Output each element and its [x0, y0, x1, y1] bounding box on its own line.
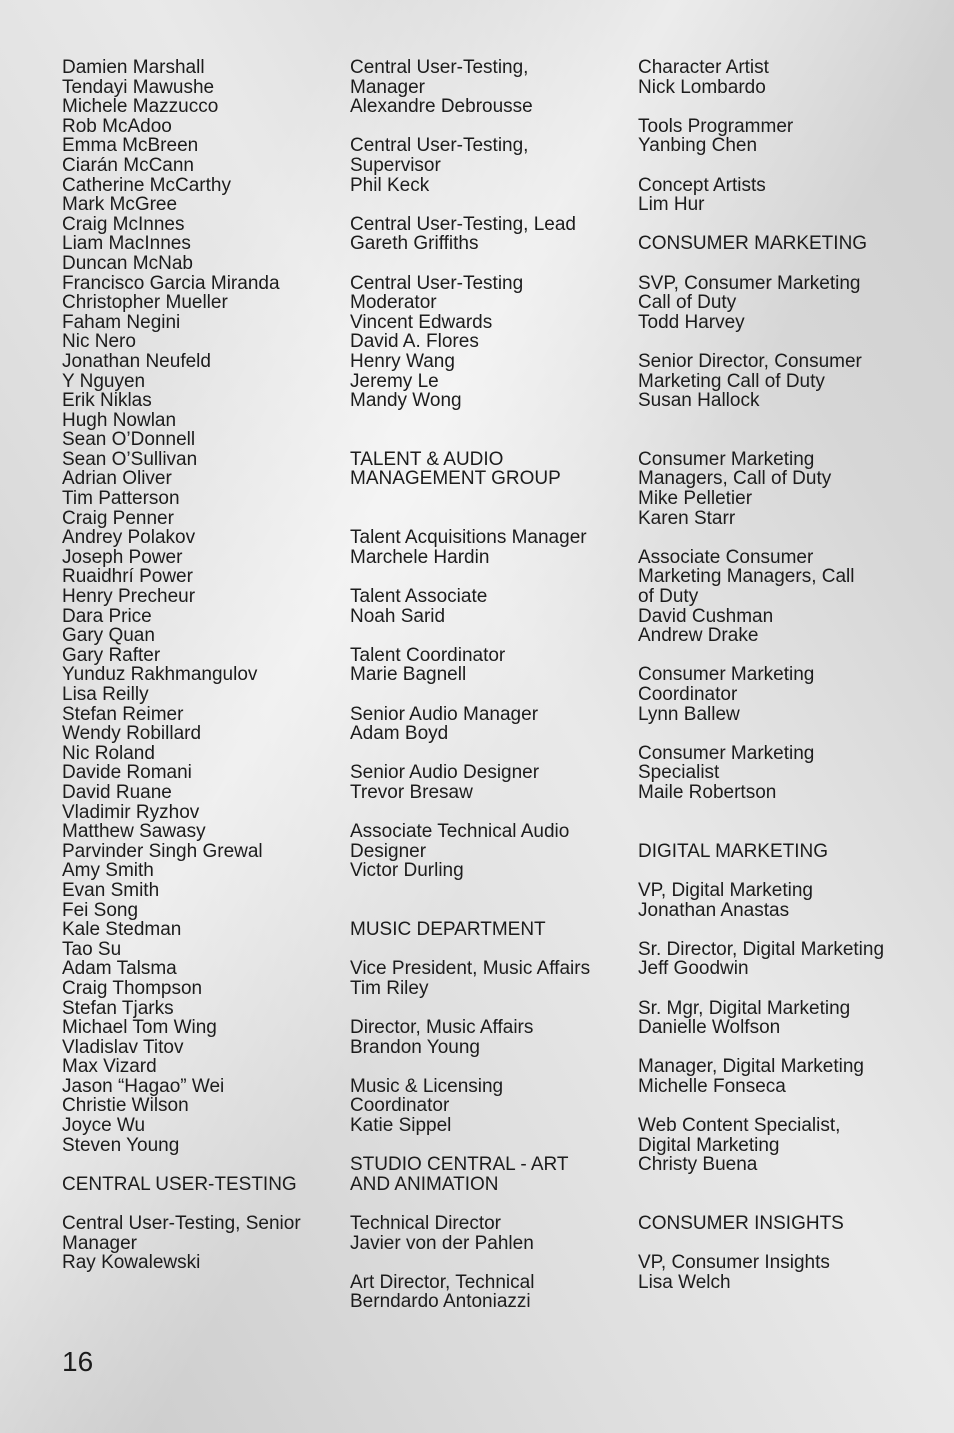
credit-line: Nic Roland [62, 742, 155, 764]
spacer [350, 803, 620, 823]
credit-line: Matthew Sawasy [62, 821, 206, 843]
credit-line: Director, Music Affairs [350, 1017, 534, 1039]
credit-line: Central User-Testing, Lead [350, 213, 576, 235]
credit-line: Jeff Goodwin [638, 958, 749, 980]
credits-column-3 [638, 58, 928, 1292]
spacer [350, 901, 620, 921]
credit-line: Jonathan Anastas [638, 899, 790, 921]
credit-line: MANAGEMENT GROUP [350, 468, 561, 490]
credit-line: Central User-Testing, Senior [62, 1213, 301, 1235]
credit-line: Tools Programmer [638, 115, 794, 137]
credit-line: DIGITAL MARKETING [638, 840, 829, 862]
credit-line: Andrew Drake [638, 625, 759, 647]
credit-line: Christopher Mueller [62, 292, 228, 314]
credit-line: Hugh Nowlan [62, 409, 177, 431]
spacer [350, 195, 620, 215]
credit-line: Catherine McCarthy [62, 174, 231, 196]
credit-line: Yanbing Chen [638, 135, 758, 157]
credit-line: Designer [350, 840, 427, 862]
spacer [638, 822, 928, 842]
credit-line: Adrian Oliver [62, 468, 172, 490]
spacer [350, 254, 620, 274]
credit-line: Associate Technical Audio [350, 821, 570, 843]
credit-line: Tendayi Mawushe [62, 76, 215, 98]
credit-line: Craig McInnes [62, 213, 185, 235]
credit-line: STUDIO CENTRAL - ART [350, 1154, 569, 1176]
credit-line: Talent Associate [350, 586, 488, 608]
credit-line: Y Nguyen [62, 370, 146, 392]
credit-line: Dara Price [62, 605, 152, 627]
credit-line: Coordinator [638, 684, 738, 705]
spacer [350, 489, 620, 509]
credit-line: Talent Acquisitions Manager [350, 527, 587, 549]
credit-line: Emma McBreen [62, 135, 199, 157]
spacer [638, 803, 928, 823]
credit-line: Parvinder Singh Grewal [62, 840, 263, 862]
credit-line: Lim Hur [638, 194, 705, 216]
credit-line: Ray Kowalewski [62, 1252, 201, 1274]
credit-line: Francisco Garcia Miranda [62, 272, 280, 294]
spacer [638, 724, 928, 744]
credit-line: Wendy Robillard [62, 723, 202, 745]
spacer [638, 430, 928, 450]
spacer [638, 1234, 928, 1254]
credit-line: Manager, Digital Marketing [638, 1056, 864, 1078]
spacer [638, 861, 928, 881]
page-number: 16 [62, 1346, 94, 1377]
credit-line: Mark McGree [62, 194, 178, 216]
spacer [638, 1194, 928, 1214]
credit-line: Associate Consumer [638, 546, 814, 568]
credit-line: Tim Riley [350, 977, 429, 999]
credit-line: Specialist [638, 762, 720, 784]
credit-line: Susan Hallock [638, 390, 760, 412]
credit-line: Sr. Director, Digital Marketing [638, 938, 885, 960]
credit-line: MUSIC DEPARTMENT [350, 919, 546, 941]
credit-line: Michelle Fonseca [638, 1075, 786, 1097]
spacer [638, 1038, 928, 1058]
credit-line: Todd Harvey [638, 311, 745, 333]
spacer [350, 117, 620, 137]
credit-line: Karen Starr [638, 507, 736, 529]
credit-line: TALENT & AUDIO [350, 448, 504, 470]
credit-line: Consumer Marketing [638, 742, 815, 764]
credit-line: CONSUMER MARKETING [638, 233, 868, 255]
credit-line: Andrey Polakov [62, 527, 196, 549]
spacer [638, 332, 928, 352]
credit-line: Senior Audio Designer [350, 762, 540, 784]
credit-line: Lisa Welch [638, 1271, 731, 1293]
credit-line: VP, Consumer Insights [638, 1252, 830, 1274]
credit-line: Fei Song [62, 899, 139, 921]
credit-line: Art Director, Technical [350, 1271, 535, 1293]
credit-line: Sr. Mgr, Digital Marketing [638, 997, 851, 1019]
spacer [638, 979, 928, 999]
credit-line: Marchele Hardin [350, 546, 490, 568]
credit-line: Kale Stedman [62, 919, 182, 941]
credit-line: Sean O’Sullivan [62, 448, 198, 470]
credit-line: Jason “Hagao” Wei [62, 1075, 225, 1097]
credit-line: Steven Young [62, 1134, 180, 1156]
credits-column-1 [62, 58, 332, 1273]
credit-line: of Duty [638, 586, 699, 608]
credit-line: Craig Thompson [62, 977, 203, 999]
spacer [62, 1194, 332, 1214]
credit-line: Senior Audio Manager [350, 703, 539, 725]
credit-line: Adam Talsma [62, 958, 177, 980]
credit-line: Digital Marketing [638, 1134, 780, 1156]
credit-line: Henry Wang [350, 350, 455, 372]
credit-line: Faham Negini [62, 311, 181, 333]
credit-line: Character Artist [638, 57, 769, 78]
credit-line: Vladislav Titov [62, 1036, 184, 1058]
credit-line: Coordinator [350, 1095, 450, 1117]
credit-line: Lynn Ballew [638, 703, 740, 725]
credit-line: Web Content Specialist, [638, 1115, 841, 1137]
credit-line: David Cushman [638, 605, 774, 627]
spacer [638, 920, 928, 940]
credit-line: Marie Bagnell [350, 664, 467, 686]
credit-line: CONSUMER INSIGHTS [638, 1213, 844, 1235]
spacer [638, 1175, 928, 1195]
credit-line: Gary Rafter [62, 644, 161, 666]
credit-line: Victor Durling [350, 860, 464, 882]
spacer [638, 528, 928, 548]
credit-line: Mandy Wong [350, 390, 462, 412]
credit-line: Stefan Reimer [62, 703, 184, 725]
spacer [350, 430, 620, 450]
credit-line: Lisa Reilly [62, 684, 149, 705]
credits-column-2 [350, 58, 620, 1312]
credit-line: Amy Smith [62, 860, 154, 882]
credit-line: Central User-Testing, [350, 57, 529, 78]
credit-line: David Ruane [62, 781, 172, 803]
credit-line: Central User-Testing, [350, 135, 529, 157]
credit-line: Central User-Testing [350, 272, 524, 294]
credit-line: Stefan Tjarks [62, 997, 174, 1019]
credit-line: Talent Coordinator [350, 644, 506, 666]
credit-line: Tao Su [62, 938, 122, 960]
credit-line: Evan Smith [62, 879, 160, 901]
credit-line: CENTRAL USER-TESTING [62, 1173, 297, 1195]
credit-line: Henry Precheur [62, 586, 196, 608]
credit-line: Technical Director [350, 1213, 501, 1235]
credit-line: Christie Wilson [62, 1095, 189, 1117]
credit-line: Javier von der Pahlen [350, 1232, 534, 1254]
credit-line: Jeremy Le [350, 370, 439, 392]
credit-line: Jonathan Neufeld [62, 350, 211, 372]
credit-line: Manager [62, 1232, 137, 1254]
credit-line: Duncan McNab [62, 252, 193, 274]
credit-line: Mike Pelletier [638, 488, 753, 510]
spacer [350, 940, 620, 960]
credit-line: Berndardo Antoniazzi [350, 1291, 531, 1313]
credit-line: Ruaidhrí Power [62, 566, 193, 588]
spacer [350, 744, 620, 764]
credit-line: Damien Marshall [62, 57, 205, 78]
spacer [638, 646, 928, 666]
credit-line: Music & Licensing [350, 1075, 504, 1097]
credit-line: Michele Mazzucco [62, 96, 219, 118]
credit-line: Max Vizard [62, 1056, 157, 1078]
credit-line: Ciarán McCann [62, 154, 194, 176]
credit-line: SVP, Consumer Marketing [638, 272, 861, 294]
credit-line: Rob McAdoo [62, 115, 172, 137]
spacer [350, 685, 620, 705]
credit-line: VP, Digital Marketing [638, 879, 813, 901]
credit-line: Gary Quan [62, 625, 155, 647]
credit-line: Marketing Call of Duty [638, 370, 825, 392]
spacer [350, 509, 620, 529]
credit-line: Liam MacInnes [62, 233, 191, 255]
credit-line: Sean O’Donnell [62, 429, 196, 451]
spacer [350, 1057, 620, 1077]
credit-line: Michael Tom Wing [62, 1017, 217, 1039]
credit-line: Joseph Power [62, 546, 183, 568]
spacer [638, 1096, 928, 1116]
credit-line: Craig Penner [62, 507, 174, 529]
credit-line: AND ANIMATION [350, 1173, 499, 1195]
spacer [350, 1136, 620, 1156]
credit-line: Joyce Wu [62, 1115, 146, 1137]
credit-line: Consumer Marketing [638, 664, 815, 686]
credit-line: Yunduz Rakhmangulov [62, 664, 258, 686]
spacer [638, 411, 928, 431]
credit-line: Katie Sippel [350, 1115, 452, 1137]
credit-line: Moderator [350, 292, 437, 314]
spacer [638, 254, 928, 274]
credit-line: Brandon Young [350, 1036, 480, 1058]
credit-line: Gareth Griffiths [350, 233, 479, 255]
credit-line: Noah Sarid [350, 605, 446, 627]
credit-line: Manager [350, 76, 425, 98]
spacer [638, 215, 928, 235]
credit-line: Trevor Bresaw [350, 781, 473, 803]
credit-line: Nick Lombardo [638, 76, 766, 98]
spacer [62, 1155, 332, 1175]
credit-line: Phil Keck [350, 174, 430, 196]
credit-line: Alexandre Debrousse [350, 96, 533, 118]
spacer [350, 1253, 620, 1273]
credit-line: Adam Boyd [350, 723, 449, 745]
credit-line: Christy Buena [638, 1154, 758, 1176]
credit-line: David A. Flores [350, 331, 479, 353]
credit-line: Davide Romani [62, 762, 192, 784]
spacer [638, 97, 928, 117]
credit-line: Call of Duty [638, 292, 737, 314]
spacer [350, 881, 620, 901]
credit-line: Vladimir Ryzhov [62, 801, 200, 823]
credit-line: Consumer Marketing [638, 448, 815, 470]
spacer [638, 156, 928, 176]
spacer [350, 411, 620, 431]
credit-line: Tim Patterson [62, 488, 180, 510]
spacer [350, 626, 620, 646]
spacer [350, 1194, 620, 1214]
credit-line: Nic Nero [62, 331, 136, 353]
credit-line: Erik Niklas [62, 390, 152, 412]
credit-line: Senior Director, Consumer [638, 350, 862, 372]
credit-line: Maile Robertson [638, 781, 777, 803]
credit-line: Danielle Wolfson [638, 1017, 781, 1039]
credit-line: Vincent Edwards [350, 311, 493, 333]
credit-line: Vice President, Music Affairs [350, 958, 591, 980]
credit-line: Supervisor [350, 154, 441, 176]
spacer [350, 567, 620, 587]
credit-line: Concept Artists [638, 174, 766, 196]
credit-line: Managers, Call of Duty [638, 468, 832, 490]
spacer [350, 999, 620, 1019]
credit-line: Marketing Managers, Call [638, 566, 855, 588]
